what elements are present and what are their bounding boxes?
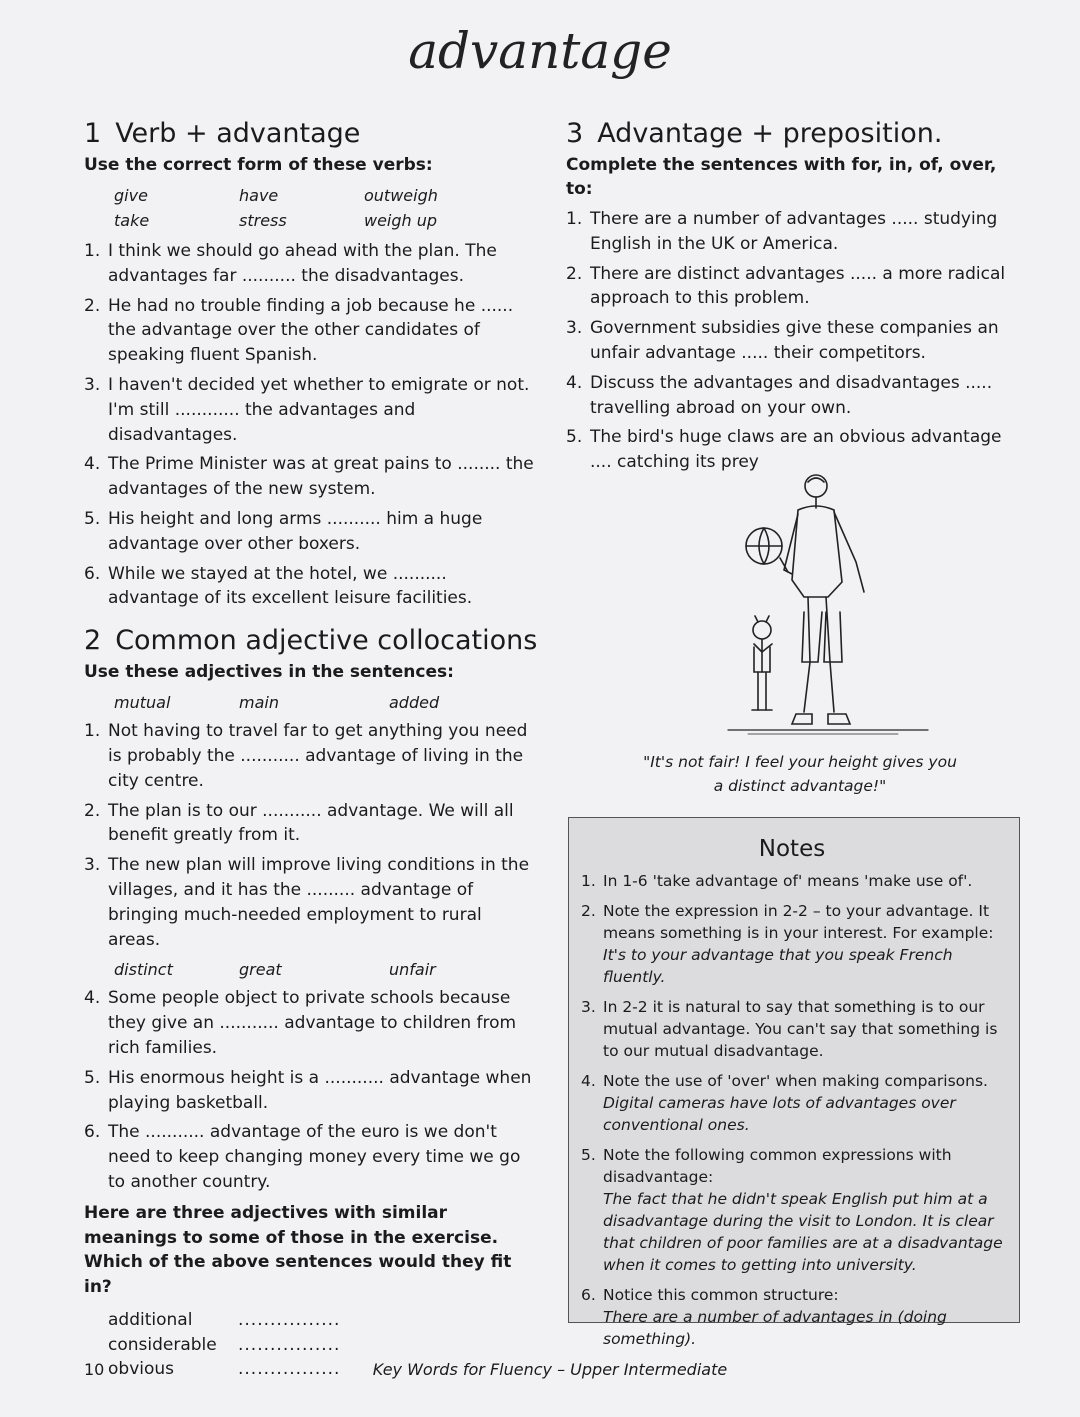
- exercise-item: 3. Government subsidies give these companies an unfair advantage ..... their competitors.: [566, 318, 999, 363]
- exercise-item: 3. I haven't decided yet whether to emigrate or not. I'm still ............ the advantages and disadvantages.: [84, 374, 530, 445]
- similar-adjective-row: additional ................: [108, 1309, 341, 1330]
- exercise-item: 1. Not having to travel far to get anything you need is probably the ........... advantage of living in the city centre.: [84, 721, 528, 791]
- notes-box: [568, 817, 1020, 1348]
- exercise-item: 3. The new plan will improve living conditions in the villages, and it has the ......... advantage of bringing much-needed employment to rural areas.: [84, 855, 530, 950]
- notes-heading: Notes: [758, 836, 826, 862]
- left-column: [84, 118, 539, 1382]
- verb-word: weigh up: [364, 211, 438, 230]
- section-3-exercise: [566, 207, 1014, 475]
- section-1-heading: 1 Verb + advantage: [84, 118, 361, 149]
- cartoon-caption: "It's not fair! I feel your height gives you a distinct advantage!": [643, 753, 957, 795]
- verb-list: [114, 183, 539, 233]
- exercise-item: 6. While we stayed at the hotel, we .......... advantage of its excellent leisure facilities.: [84, 563, 473, 609]
- section-1-exercise: [84, 239, 539, 611]
- exercise-item: 2. The plan is to our ........... advantage. We will all benefit greatly from it.: [84, 800, 514, 846]
- section-2-exercise-a: [84, 719, 539, 952]
- note-item: 5. Note the following common expressions with disadvantage: The fact that he didn't speak English put him at a disadvantage during the visit to London. It is clear that children of poor families are at a disadvantage when it comes to getting into university.: [581, 1146, 1003, 1274]
- adjective-word: main: [239, 693, 279, 713]
- exercise-item: 4. The Prime Minister was at great pains to ........ the advantages of the new system.: [84, 454, 534, 500]
- page-title: advantage: [408, 22, 672, 80]
- similar-adjectives-question: Here are three adjectives with similar meanings to some of those in the exercise. Which of the above sentences would they fit in?: [84, 1202, 512, 1298]
- note-item: 1. In 1-6 'take advantage of' means 'make use of'.: [581, 872, 973, 890]
- adjective-word: added: [389, 693, 440, 713]
- adjective-word: mutual: [114, 693, 171, 713]
- book-title-footer: Key Words for Fluency – Upper Intermediate: [372, 1360, 728, 1379]
- section-2-heading: 2 Common adjective collocations: [84, 625, 538, 657]
- section-3-instruction: Complete the sentences with for, in, of, over, to:: [566, 155, 997, 199]
- verb-word: outweigh: [364, 186, 438, 205]
- note-item: 3. In 2-2 it is natural to say that something is to our mutual advantage. You can't say that something is to our mutual disadvantage.: [581, 998, 998, 1060]
- page-number: 10: [84, 1360, 105, 1379]
- section-2-instruction: Use these adjectives in the sentences:: [84, 662, 454, 683]
- exercise-item: 1. There are a number of advantages ..... studying English in the UK or America.: [566, 209, 998, 254]
- note-item: 2. Note the expression in 2-2 – to your advantage. It means something is in your interest. For example: It's to your advantage that you speak French fluently.: [581, 902, 994, 986]
- similar-adjective-row: obvious ................: [108, 1359, 341, 1380]
- adjective-list-a: [114, 690, 539, 715]
- exercise-item: 5. His enormous height is a ........... advantage when playing basketball.: [84, 1067, 532, 1113]
- section-1-instruction: Use the correct form of these verbs:: [84, 155, 433, 175]
- section-2-exercise-b: [84, 986, 539, 1194]
- similar-adjective-row: considerable ................: [108, 1334, 341, 1355]
- right-column: [566, 118, 1014, 480]
- exercise-item: 4. Discuss the advantages and disadvantages ..... travelling abroad on your own.: [566, 372, 993, 418]
- exercise-item: 2. He had no trouble finding a job because he ...... the advantage over the other candidates of speaking fluent Spanish.: [84, 295, 514, 366]
- adjective-word: unfair: [389, 960, 436, 980]
- verb-word: take: [114, 211, 150, 230]
- exercise-item: 4. Some people object to private schools because they give an ........... advantage to children from rich families.: [84, 988, 517, 1058]
- basketball-cartoon-illustration: [718, 462, 948, 744]
- note-item: 6. Notice this common structure: There are a number of advantages in (doing something).: [581, 1286, 947, 1348]
- verb-word: stress: [239, 211, 287, 230]
- notes-list: [581, 870, 1003, 1350]
- note-item: 4. Note the use of 'over' when making comparisons. Digital cameras have lots of advantages over conventional ones.: [581, 1072, 988, 1134]
- exercise-item: 5. His height and long arms .......... him a huge advantage over other boxers.: [84, 508, 483, 554]
- exercise-item: 6. The ........... advantage of the euro is we don't need to keep changing money every time we go to another country.: [84, 1122, 521, 1192]
- exercise-item: 1. I think we should go ahead with the plan. The advantages far .......... the disadvantages.: [84, 241, 497, 286]
- adjective-word: great: [239, 960, 282, 980]
- exercise-item: 5. The bird's huge claws are an obvious advantage .... catching its prey: [566, 427, 1002, 473]
- adjective-word: distinct: [114, 960, 173, 980]
- section-verb-advantage: [84, 118, 539, 611]
- adjective-list-b: [114, 957, 539, 982]
- section-adjective-collocations: [84, 625, 539, 1382]
- verb-word: have: [239, 186, 279, 205]
- section-3-heading: 3 Advantage + preposition.: [566, 118, 943, 149]
- verb-word: give: [114, 186, 148, 205]
- exercise-item: 2. There are distinct advantages ..... a more radical approach to this problem.: [566, 263, 1006, 309]
